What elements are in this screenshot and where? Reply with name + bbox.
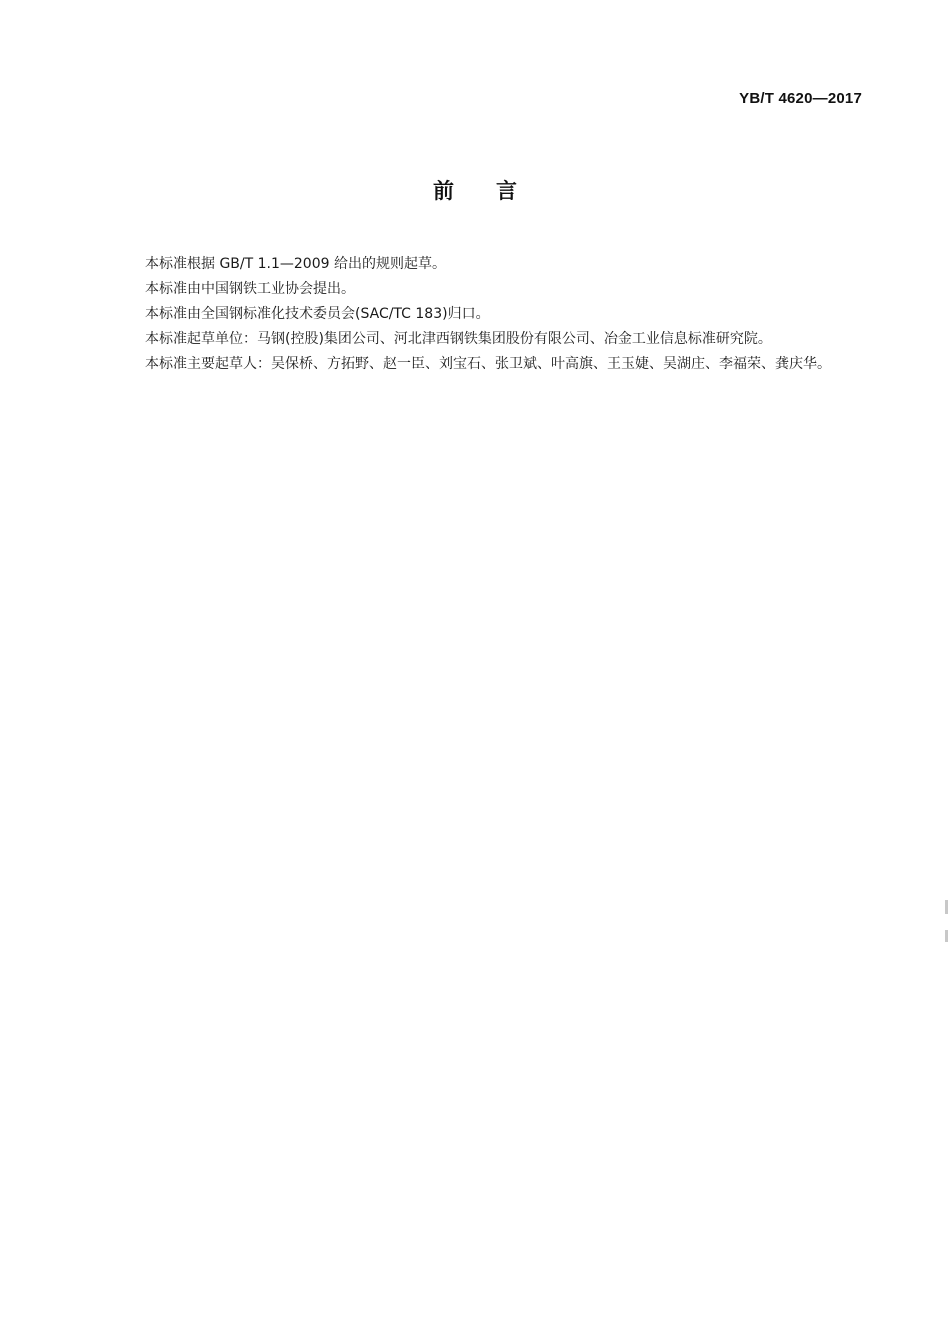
paragraph-drafters: 本标准主要起草人：吴保桥、方拓野、赵一臣、刘宝石、张卫斌、叶高旗、王玉婕、吴湖庄、李福荣、龚庆华。 [145,356,831,372]
paragraph-technical-committee: 本标准由全国钢标准化技术委员会(SAC/TC 183)归口。 [145,306,490,322]
standard-code: YB/T 4620—2017 [739,90,862,107]
paragraph-proposer: 本标准由中国钢铁工业协会提出。 [145,281,355,297]
foreword-body [110,252,862,377]
scan-edge-mark [945,900,948,914]
section-title: 前 言 [433,179,517,203]
paragraph-drafting-rules: 本标准根据 GB/T 1.1—2009 给出的规则起草。 [145,256,446,272]
paragraph-drafting-units: 本标准起草单位：马钢(控股)集团公司、河北津西钢铁集团股份有限公司、冶金工业信息标准研究院。 [145,331,772,347]
scan-edge-mark [945,930,948,942]
